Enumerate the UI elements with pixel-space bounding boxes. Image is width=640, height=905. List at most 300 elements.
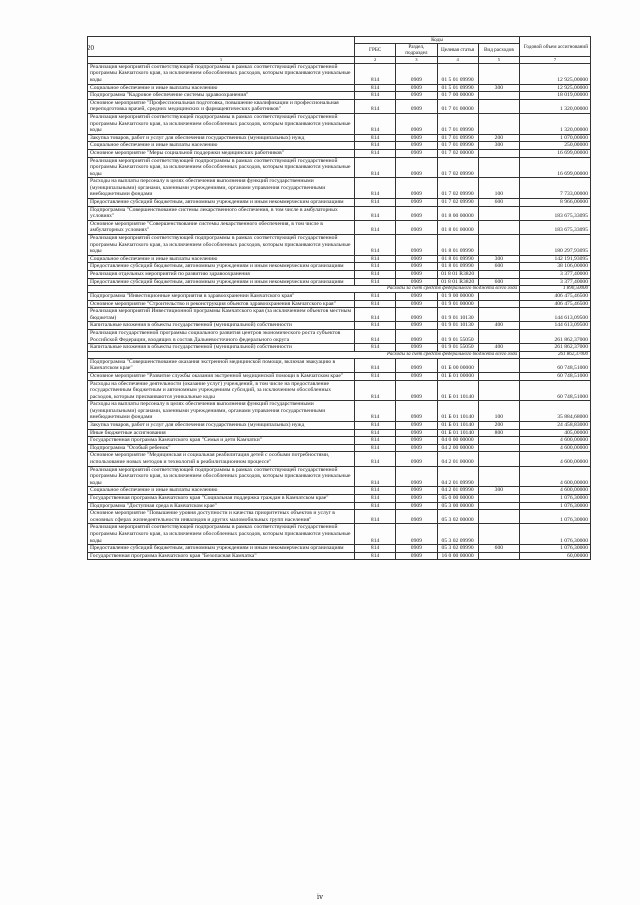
row-target: 04 2 01 09990 [437,466,478,487]
row-exp-type [478,206,519,220]
row-name: Капитальные вложения в объекты государственной (муниципальной) собственности [88,344,355,352]
row-grbs: 814 [355,157,396,178]
row-section: 0909 [396,293,437,301]
row-name: Расходы на выплаты персоналу в целях обеспечения выполнения функций государственными (муниципальными) органами, казенными учреждениями, органами управления государственными внебюджетными фондами [88,178,355,199]
row-sum: 180 297,93095 [520,235,591,256]
table-row [88,510,591,524]
table-row [88,157,591,178]
table-row [88,278,591,286]
table-row [88,255,591,263]
row-name: Основное мероприятие "Повышение уровня доступности и качества приоритетных объектов и услуг в основных сферах жизнедеятельности инвалидов и других маломобильных групп населения" [88,510,355,524]
row-exp-type: 800 [478,429,519,437]
row-section: 0909 [396,199,437,207]
row-sum: 4 600,00000 [520,487,591,495]
table-row [88,271,591,279]
row-section: 0909 [396,113,437,134]
row-target: 01 8 01 09990 [437,255,478,263]
header-target: Целевая статья [437,44,478,57]
row-name: Реализация государственной программы социального развития центров экономического роста субъектов Российской Федерации, входящих в состав Дальневосточного федерального округа [88,330,355,344]
row-grbs: 814 [355,199,396,207]
row-name: Капитальные вложения в объекты государственной (муниципальной) собственности [88,322,355,330]
row-exp-type: 600 [478,278,519,286]
note-row [88,286,591,293]
row-name: Расходы на обеспечение деятельности (оказание услуг) учреждений, в том числе на предоставление государственным бюджетным и автономным учреждениям субсидий, за исключением обособленных расходов, которым присваиваются уникальные коды [88,380,355,401]
row-exp-type: 200 [478,134,519,142]
row-target: 05 0 00 00000 [437,495,478,503]
row-section: 0909 [396,84,437,92]
row-grbs: 814 [355,84,396,92]
row-name: Основное мероприятие "Совершенствование системы лекарственного обеспечения, в том числе в амбулаторных условиях" [88,220,355,234]
row-grbs: 814 [355,308,396,322]
row-sum: 1 320,00000 [520,99,591,113]
row-section: 0909 [396,149,437,157]
row-section: 0909 [396,380,437,401]
row-exp-type [478,92,519,100]
row-section: 0909 [396,502,437,510]
row-section: 0909 [396,134,437,142]
row-target: 01 8 00 00000 [437,206,478,220]
row-grbs: 814 [355,142,396,150]
col-number: 2 [355,57,396,63]
budget-table [87,36,591,560]
row-section: 0909 [396,235,437,256]
row-name: Социальное обеспечение и иные выплаты населению [88,84,355,92]
row-exp-type: 200 [478,422,519,430]
row-name: Подпрограмма "Кадровое обеспечение системы здравоохранения" [88,92,355,100]
table-row [88,452,591,466]
row-exp-type [478,293,519,301]
row-exp-type: 400 [478,344,519,352]
row-name: Подпрограмма "Особый ребенок" [88,444,355,452]
row-target: 01 8 01 09990 [437,263,478,271]
row-name: Основное мероприятие "Профессиональная подготовка, повышение квалификации и профессиональная переподготовка врачей, средних медицинских и фармацевтических работников" [88,99,355,113]
row-name: Реализация мероприятий соответствующей подпрограммы в рамках соответствующей государственной программы Камчатского края, за исключением обособленных расходов, которым присваиваются уникальные коды [88,524,355,545]
row-section: 0909 [396,157,437,178]
row-name: Иные бюджетные ассигнования [88,429,355,437]
header-exp-type: Вид расходов [478,44,519,57]
table-row [88,358,591,372]
row-sum: 16 699,00000 [520,157,591,178]
row-section: 0909 [396,444,437,452]
table-row [88,206,591,220]
row-exp-type [478,466,519,487]
row-section: 0909 [396,372,437,380]
header-grbs: ГРБС [355,44,396,57]
row-sum: 24 458,83000 [520,422,591,430]
table-row [88,524,591,545]
row-grbs: 814 [355,452,396,466]
note-text: Расходы за счет средств федерального бюджета всего года [88,351,520,358]
row-name: Реализация мероприятий соответствующей подпрограммы в рамках соответствующей государственной программы Камчатского края, за исключением обособленных расходов, которым присваиваются уникальные коды [88,466,355,487]
row-grbs: 814 [355,178,396,199]
row-sum: 60,00000 [520,552,591,560]
row-name: Предоставление субсидий бюджетным, автономным учреждениям и иным некоммерческим организациям [88,199,355,207]
row-name: Предоставление субсидий бюджетным, автономным учреждениям и иным некоммерческим организациям [88,545,355,553]
row-grbs: 814 [355,322,396,330]
row-grbs: 814 [355,358,396,372]
row-grbs: 814 [355,92,396,100]
row-sum: 8 966,00000 [520,199,591,207]
row-section: 0909 [396,466,437,487]
row-target: 01 8 01 R3820 [437,278,478,286]
table-row [88,372,591,380]
row-name: Реализация отдельных мероприятий по развитию здравоохранения [88,271,355,279]
row-section: 0909 [396,552,437,560]
row-target: 01 7 02 09990 [437,157,478,178]
table-row [88,344,591,352]
row-sum: 1 076,30000 [520,545,591,553]
row-target: 01 8 01 09990 [437,235,478,256]
table-row [88,545,591,553]
row-name: Основное мероприятие "Меры социальной поддержки медицинских работников" [88,149,355,157]
table-row [88,142,591,150]
row-sum: 183 675,33095 [520,206,591,220]
table-row [88,502,591,510]
row-exp-type [478,437,519,445]
row-sum: 1 070,00000 [520,134,591,142]
col-number: 7 [520,57,591,63]
row-grbs: 814 [355,134,396,142]
row-name: Реализация мероприятий Инвестиционной программы Камчатского края (за исключением объектов местным бюджетам) [88,308,355,322]
row-sum: 3 377,40000 [520,271,591,279]
row-sum: 4 600,00000 [520,466,591,487]
row-section: 0909 [396,437,437,445]
row-exp-type: 300 [478,487,519,495]
row-sum: 4 600,00000 [520,444,591,452]
table-row [88,487,591,495]
row-sum: 18 019,00000 [520,92,591,100]
row-name: Основное мероприятие "Медицинская и социальная реабилитация детей с особыми потребностями, использование новых методов и технологий в реабилитационном процессе" [88,452,355,466]
row-grbs: 814 [355,437,396,445]
row-sum: 1 320,00000 [520,113,591,134]
row-exp-type: 100 [478,178,519,199]
table-row [88,92,591,100]
table-row [88,149,591,157]
row-section: 0909 [396,487,437,495]
row-target: 01 7 02 09990 [437,199,478,207]
row-sum: 261 862,37000 [520,330,591,344]
row-name: Закупка товаров, работ и услуг для обеспечения государственных (муниципальных) нужд [88,134,355,142]
row-grbs: 814 [355,63,396,84]
table-row [88,113,591,134]
row-grbs: 814 [355,278,396,286]
row-exp-type: 300 [478,142,519,150]
row-target: 01 8 01 R3820 [437,271,478,279]
row-exp-type [478,300,519,308]
row-sum: 142 191,93095 [520,255,591,263]
table-row [88,263,591,271]
row-exp-type [478,220,519,234]
table-body [88,63,591,560]
row-name: Подпрограмма "Доступная среда в Камчатском крае" [88,502,355,510]
row-target: 05 3 02 00000 [437,510,478,524]
row-target: 01 7 01 00000 [437,99,478,113]
row-target: 01 Б 01 10140 [437,429,478,437]
row-target: 05 3 02 09990 [437,524,478,545]
row-exp-type [478,149,519,157]
row-name: Социальное обеспечение и иные выплаты населению [88,487,355,495]
row-exp-type: 600 [478,263,519,271]
row-exp-type [478,113,519,134]
row-section: 0909 [396,452,437,466]
row-section: 0909 [396,278,437,286]
row-sum: 35 884,68000 [520,401,591,422]
row-target: 05 3 02 09990 [437,545,478,553]
row-grbs: 814 [355,487,396,495]
row-sum: 1 076,30000 [520,510,591,524]
table-row [88,552,591,560]
row-target: 01 5 01 09990 [437,84,478,92]
row-exp-type [478,372,519,380]
row-section: 0909 [396,206,437,220]
row-name: Основное мероприятие "Развитие службы оказания экстренной медицинской помощи в Камчатском крае" [88,372,355,380]
row-exp-type [478,524,519,545]
row-target: 01 7 02 00000 [437,149,478,157]
table-row [88,300,591,308]
row-grbs: 814 [355,344,396,352]
row-grbs: 814 [355,422,396,430]
row-grbs: 814 [355,429,396,437]
row-section: 0909 [396,495,437,503]
row-section: 0909 [396,524,437,545]
col-number: 3 [396,57,437,63]
row-target: 01 9 00 00000 [437,293,478,301]
row-grbs: 814 [355,545,396,553]
row-target: 04 2 00 00000 [437,444,478,452]
row-target: 01 9 01 10130 [437,308,478,322]
table-row [88,99,591,113]
note-row [88,351,591,358]
row-target: 01 7 01 09990 [437,113,478,134]
row-section: 0909 [396,178,437,199]
row-grbs: 814 [355,300,396,308]
row-exp-type [478,157,519,178]
row-sum: 144 613,09500 [520,322,591,330]
row-grbs: 814 [355,220,396,234]
row-grbs: 814 [355,99,396,113]
row-target: 01 9 01 10130 [437,322,478,330]
row-section: 0909 [396,545,437,553]
row-section: 0909 [396,422,437,430]
row-exp-type [478,552,519,560]
row-target: 01 9 01 55050 [437,344,478,352]
row-exp-type: 300 [478,84,519,92]
row-sum: 4 600,00000 [520,452,591,466]
row-target: 05 3 00 00000 [437,502,478,510]
row-sum: 38 106,00000 [520,263,591,271]
row-sum: 406 475,46500 [520,300,591,308]
row-sum: 12 925,00000 [520,84,591,92]
row-name: Реализация мероприятий соответствующей подпрограммы в рамках соответствующей государственной программы Камчатского края, за исключением обособленных расходов, которым присваиваются уникальные коды [88,157,355,178]
col-number: 4 [437,57,478,63]
col-number: 1 [88,57,355,63]
row-grbs: 814 [355,510,396,524]
row-grbs: 814 [355,271,396,279]
table-row [88,63,591,84]
row-sum: 250,00000 [520,142,591,150]
row-name: Реализация мероприятий соответствующей подпрограммы в рамках соответствующей государственной программы Камчатского края, за исключением обособленных расходов, которым присваиваются уникальные коды [88,235,355,256]
row-grbs: 814 [355,372,396,380]
row-exp-type [478,99,519,113]
row-exp-type [478,502,519,510]
row-section: 0909 [396,220,437,234]
row-grbs: 814 [355,330,396,344]
row-section: 0909 [396,271,437,279]
row-target: 01 Б 01 00000 [437,372,478,380]
row-grbs: 814 [355,495,396,503]
row-section: 0909 [396,358,437,372]
row-section: 0909 [396,63,437,84]
table-row [88,84,591,92]
note-sum: 1 890,50000 [520,286,591,293]
table-row [88,444,591,452]
row-exp-type: 600 [478,545,519,553]
row-exp-type: 100 [478,401,519,422]
row-name: Государственная программа Камчатского края "Безопасная Камчатка" [88,552,355,560]
row-target: 01 7 00 00000 [437,92,478,100]
row-grbs: 814 [355,113,396,134]
table-row [88,235,591,256]
table-row [88,466,591,487]
row-name: Предоставление субсидий бюджетным, автономным учреждениям и иным некоммерческим организациям [88,263,355,271]
row-sum: 12 925,00000 [520,63,591,84]
row-grbs: 814 [355,502,396,510]
row-name: Предоставление субсидий бюджетным, автономным учреждениям и иным некоммерческим организациям [88,278,355,286]
row-section: 0909 [396,263,437,271]
row-name: Подпрограмма "Инвестиционные мероприятия в здравоохранении Камчатского края" [88,293,355,301]
table-row [88,330,591,344]
row-grbs: 814 [355,255,396,263]
row-target: 01 7 01 09990 [437,134,478,142]
row-sum: 406 475,46500 [520,293,591,301]
row-sum: 4 600,00000 [520,437,591,445]
header-sum: Годовой объем ассигнований [520,37,591,57]
row-grbs: 814 [355,293,396,301]
row-exp-type [478,330,519,344]
row-grbs: 814 [355,206,396,220]
table-row [88,322,591,330]
row-name: Расходы на выплаты персоналу в целях обеспечения выполнения функций государственными (муниципальными) органами, казенными учреждениями, органами управления государственными внебюджетными фондами [88,401,355,422]
row-target: 01 Б 01 10140 [437,401,478,422]
row-sum: 16 699,00000 [520,149,591,157]
row-grbs: 814 [355,466,396,487]
row-name: Государственная программа Камчатского края "Социальная поддержка граждан в Камчатском крае" [88,495,355,503]
row-exp-type [478,271,519,279]
row-sum: 1 076,30000 [520,524,591,545]
row-name: Социальное обеспечение и иные выплаты населению [88,255,355,263]
row-sum: 60 748,51000 [520,380,591,401]
row-sum: 183 675,33095 [520,220,591,234]
row-target: 01 7 01 09990 [437,142,478,150]
table-row [88,178,591,199]
header-name [88,37,355,57]
row-sum: 1 076,30000 [520,502,591,510]
table-row [88,308,591,322]
row-exp-type [478,452,519,466]
row-exp-type [478,380,519,401]
row-name: Основное мероприятие "Строительство и реконструкция объектов здравоохранения Камчатского края" [88,300,355,308]
row-exp-type [478,444,519,452]
col-number: 5 [478,57,519,63]
row-sum: 60 748,51000 [520,372,591,380]
row-exp-type [478,63,519,84]
header-row-top [88,37,591,44]
row-exp-type [478,510,519,524]
row-section: 0909 [396,344,437,352]
table-row [88,293,591,301]
row-section: 0909 [396,142,437,150]
table-row [88,437,591,445]
row-target: 16 0 00 00000 [437,552,478,560]
row-grbs: 814 [355,552,396,560]
row-target: 04 2 01 09990 [437,487,478,495]
row-exp-type: 400 [478,322,519,330]
row-target: 01 Б 01 10140 [437,380,478,401]
row-sum: 3 377,40000 [520,278,591,286]
row-section: 0909 [396,330,437,344]
row-name: Государственная программа Камчатского края "Семья и дети Камчатки" [88,437,355,445]
row-grbs: 814 [355,380,396,401]
row-target: 04 0 00 00000 [437,437,478,445]
row-grbs: 814 [355,401,396,422]
row-name: Реализация мероприятий соответствующей подпрограммы в рамках соответствующей государственной программы Камчатского края, за исключением обособленных расходов, которым присваиваются уникальные коды [88,63,355,84]
row-sum: 405,00000 [520,429,591,437]
row-section: 0909 [396,308,437,322]
row-grbs: 814 [355,263,396,271]
note-text: Расходы за счет средств федерального бюджета всего года [88,286,520,293]
row-target: 01 8 01 00000 [437,220,478,234]
row-name: Реализация мероприятий соответствующей подпрограммы в рамках соответствующей государственной программы Камчатского края, за исключением обособленных расходов, которым присваиваются уникальные коды [88,113,355,134]
row-section: 0909 [396,99,437,113]
row-grbs: 814 [355,235,396,256]
table-row [88,220,591,234]
table-row [88,199,591,207]
row-section: 0909 [396,401,437,422]
header-section: Раздел, подраздел [396,44,437,57]
row-target: 01 9 01 00000 [437,300,478,308]
table-row [88,134,591,142]
row-exp-type [478,495,519,503]
row-exp-type [478,308,519,322]
row-target: 01 Б 00 00000 [437,358,478,372]
row-grbs: 814 [355,444,396,452]
table-row [88,429,591,437]
row-section: 0909 [396,300,437,308]
row-section: 0909 [396,429,437,437]
table-row [88,380,591,401]
row-exp-type: 300 [478,255,519,263]
row-exp-type [478,235,519,256]
row-target: 01 7 02 09990 [437,178,478,199]
table-row [88,422,591,430]
row-sum: 261 862,37000 [520,344,591,352]
row-target: 04 2 01 00000 [437,452,478,466]
footer-mark: ⅳ [316,893,324,901]
row-name: Закупка товаров, работ и услуг для обеспечения государственных (муниципальных) нужд [88,422,355,430]
row-target: 01 9 01 55050 [437,330,478,344]
row-section: 0909 [396,255,437,263]
row-name: Подпрограмма "Совершенствование оказания экстренной медицинской помощи, включая эвакуацию в Камчатском крае" [88,358,355,372]
row-section: 0909 [396,322,437,330]
table-row [88,495,591,503]
row-sum: 7 733,00000 [520,178,591,199]
row-exp-type: 600 [478,199,519,207]
row-section: 0909 [396,92,437,100]
row-sum: 1 076,30000 [520,495,591,503]
header-codes: Коды [355,37,520,44]
row-grbs: 814 [355,149,396,157]
row-target: 01 Б 01 10140 [437,422,478,430]
